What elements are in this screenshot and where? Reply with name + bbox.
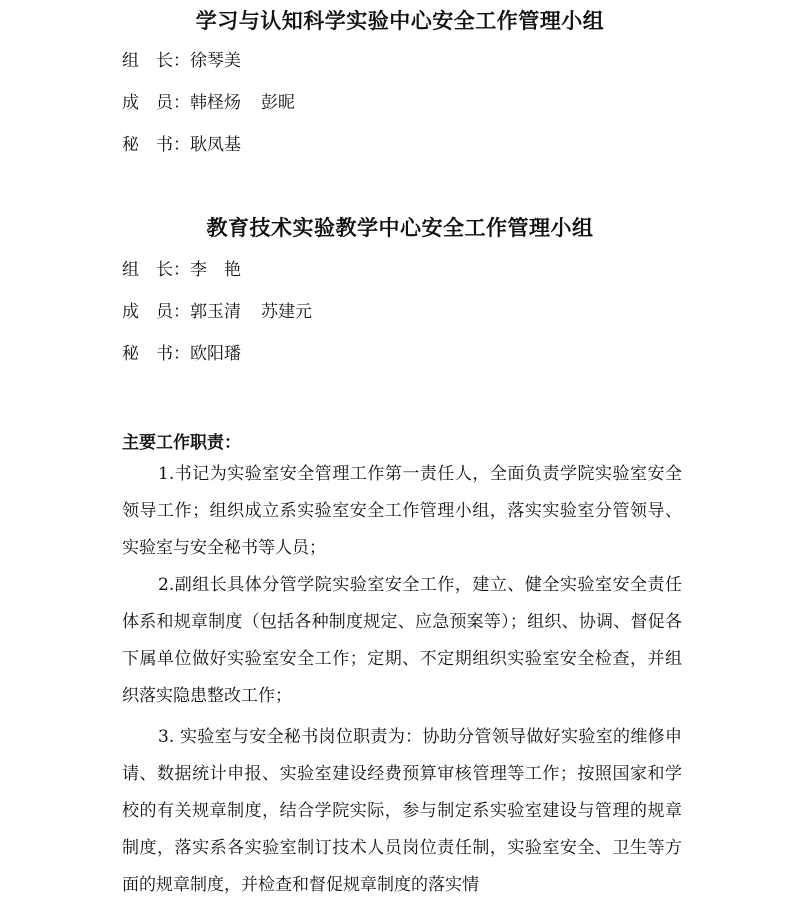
members-line-1 xyxy=(122,88,295,113)
leader-name: 徐琴美 xyxy=(190,51,241,71)
secretary-label: 秘 书： xyxy=(122,135,190,155)
secretary-line-2 xyxy=(122,339,241,364)
secretary-line-1 xyxy=(122,130,241,155)
secretary-name: 耿凤基 xyxy=(190,135,241,155)
secretary-name: 欧阳璠 xyxy=(190,344,241,364)
members-line-2 xyxy=(122,297,312,322)
duty-paragraph-1: 1.书记为实验室安全管理工作第一责任人，全面负责学院实验室安全领导工作；组织成立系实验室安全工作管理小组，落实实验室分管领导、实验室与安全秘书等人员； xyxy=(122,464,682,558)
member-name: 彭昵 xyxy=(261,93,295,113)
leader-label: 组 长： xyxy=(122,260,190,280)
secretary-label: 秘 书： xyxy=(122,344,190,364)
leader-label: 组 长： xyxy=(122,51,190,71)
group-title-1: 学习与认知科学实验中心安全工作管理小组 xyxy=(195,8,605,33)
members-label: 成 员： xyxy=(122,93,190,113)
member-name: 韩柽炀 xyxy=(190,93,241,113)
duty-paragraph-2: 2.副组长具体分管学院实验室安全工作，建立、健全实验室安全责任体系和规章制度（包括各种制度规定、应急预案等）；组织、协调、督促各下属单位做好实验室安全工作；定期、不定期组织实验室安全检查，并组织落实隐患整改工作； xyxy=(122,575,682,706)
duty-paragraph-3: 3. 实验室与安全秘书岗位职责为：协助分管领导做好实验室的维修申请、数据统计申报、实验室建设经费预算审核管理等工作；按照国家和学校的有关规章制度，结合学院实际，参与制定系实验室建设与管理的规章制度，落实系各实验室制订技术人员岗位责任制，实验室安全、卫生等方面的规章制度，并检查和督促规章制度的落实情 xyxy=(122,727,682,895)
group-title-2: 教育技术实验教学中心安全工作管理小组 xyxy=(206,215,594,240)
members-label: 成 员： xyxy=(122,302,190,322)
member-name: 郭玉清 xyxy=(190,302,241,322)
member-name: 苏建元 xyxy=(261,302,312,322)
leader-line-2 xyxy=(122,255,241,280)
duties-heading: 主要工作职责： xyxy=(122,433,241,453)
leader-name: 李 艳 xyxy=(190,260,241,280)
leader-line-1 xyxy=(122,46,241,71)
